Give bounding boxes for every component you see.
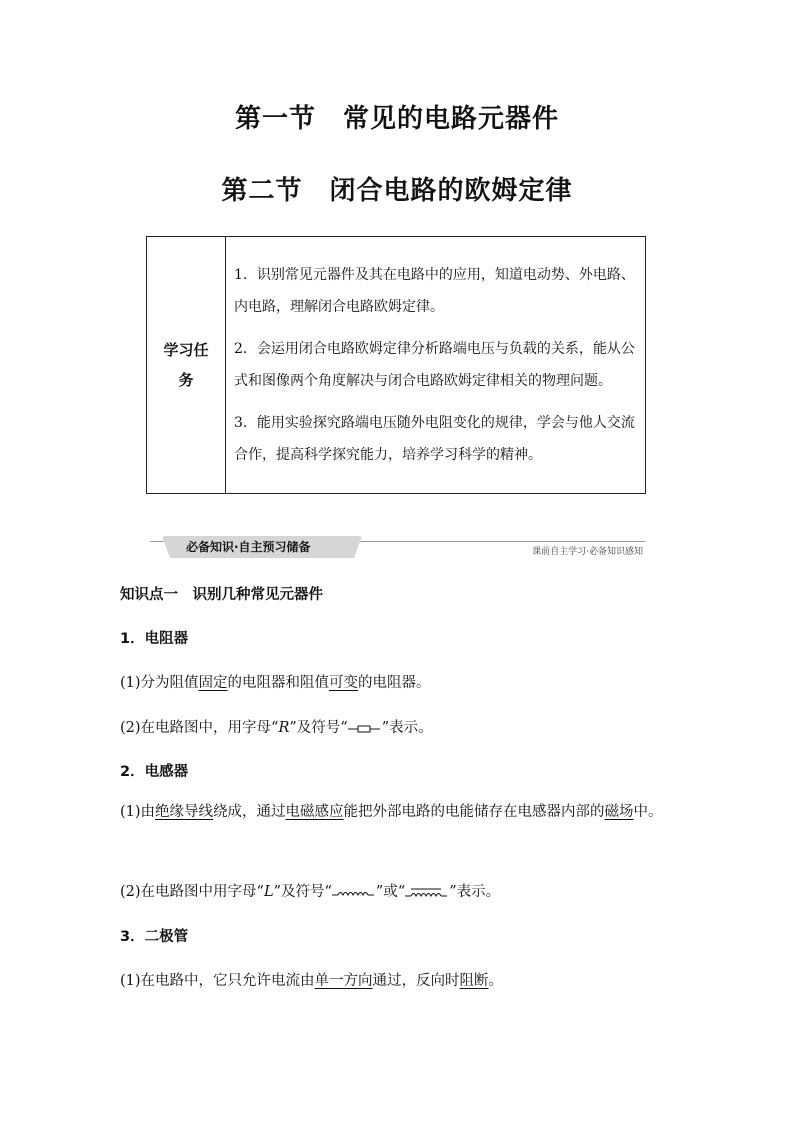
text: ”表示。	[449, 884, 501, 900]
learning-tasks-label	[147, 237, 226, 494]
learning-tasks-table	[146, 236, 646, 494]
answer-electromagnetic-induction: 电磁感应	[285, 804, 344, 820]
banner-title: 必备知识·自主预习储备	[186, 540, 311, 554]
text: ”表示。	[381, 720, 433, 736]
text: ”及符号“	[289, 720, 348, 736]
text: ”及符号“	[273, 884, 332, 900]
diode-line-1	[120, 969, 680, 990]
answer-magnetic-field: 磁场	[604, 804, 634, 820]
text: 的电阻器。	[358, 675, 431, 691]
text: 中。	[633, 804, 663, 820]
task-item-1: 1．识别常见元器件及其在电路中的应用，知道电动势、外电路、内电路，理解闭合电路欧姆定律。	[234, 267, 635, 315]
task-item-2: 2．会运用闭合电路欧姆定律分析路端电压与负载的关系，能从公式和图像两个角度解决与闭合电路欧姆定律相关的物理问题。	[234, 341, 635, 389]
resistor-line-2	[120, 716, 680, 737]
inductor-symbol-icon	[332, 886, 376, 898]
section-banner	[150, 536, 645, 558]
inductor-line-2	[120, 880, 680, 901]
learning-tasks-label-text: 学习任务	[163, 341, 209, 389]
text: (1)分为阻值	[120, 675, 199, 691]
resistor-heading: 1．电阻器	[120, 631, 189, 647]
resistor-line-1	[120, 671, 680, 692]
answer-fixed: 固定	[198, 675, 228, 691]
answer-insulated-wire: 绝缘导线	[155, 804, 214, 820]
text: 。	[488, 973, 504, 989]
knowledge-point-title: 知识点一 识别几种常见元器件	[120, 587, 323, 603]
text: (1)在电路中，它只允许电流由	[120, 973, 315, 989]
iron-core-inductor-symbol-icon	[405, 886, 449, 898]
inductor-line-1	[120, 797, 682, 827]
text: (1)由	[120, 804, 156, 820]
text: 绕成，通过	[213, 804, 286, 820]
answer-single-direction: 单一方向	[314, 973, 373, 989]
title-line-2: 第二节 闭合电路的欧姆定律	[221, 176, 573, 206]
banner-subtitle: 课前自主学习·必备知识感知	[532, 547, 643, 557]
text: 的电阻器和阻值	[227, 675, 330, 691]
text: ”或“	[375, 884, 406, 900]
resistor-symbol-icon	[348, 722, 382, 734]
answer-variable: 可变	[329, 675, 359, 691]
text: (2)在电路图中用字母“	[120, 884, 264, 900]
symbol-letter-l: L	[263, 884, 274, 900]
task-item-3: 3．能用实验探究路端电压随外电阻变化的规律，学会与他人交流合作，提高科学探究能力，培养学习科学的精神。	[234, 415, 635, 463]
text: (2)在电路图中，用字母“	[120, 720, 279, 736]
text: 能把外部电路的电能储存在电感器内部的	[343, 804, 605, 820]
answer-blocked: 阻断	[459, 973, 489, 989]
diode-heading: 3．二极管	[120, 929, 189, 945]
inductor-heading: 2．电感器	[120, 764, 189, 780]
title-line-1: 第一节 常见的电路元器件	[234, 104, 559, 134]
learning-tasks-list	[226, 237, 646, 494]
text: 通过，反向时	[372, 973, 460, 989]
symbol-letter-r: R	[278, 720, 290, 736]
